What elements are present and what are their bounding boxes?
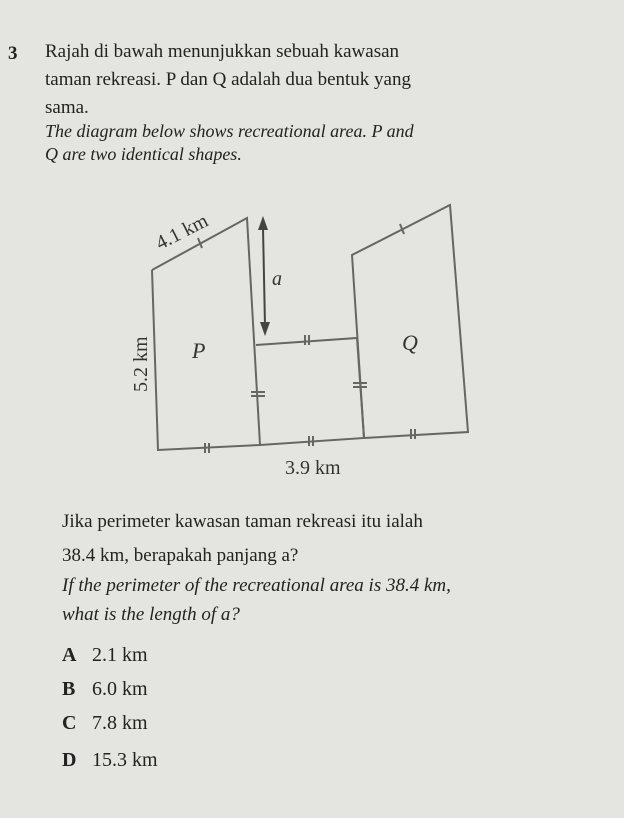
option-c[interactable] <box>62 711 148 735</box>
option-d[interactable] <box>62 748 158 772</box>
option-b[interactable] <box>62 677 148 701</box>
height-label: 5.2 km <box>130 336 152 392</box>
base-label: 3.9 km <box>285 457 341 479</box>
question-malay-line: taman rekreasi. P dan Q adalah dua bentuk yang <box>45 69 411 90</box>
option-a[interactable] <box>62 643 148 667</box>
question-malay-line: Rajah di bawah menunjukkan sebuah kawasan <box>45 41 400 62</box>
option-text: 15.3 km <box>92 749 158 771</box>
option-text: 7.8 km <box>92 712 148 734</box>
question-english-line: Q are two identical shapes. <box>45 144 242 164</box>
option-letter: C <box>62 712 77 734</box>
arrow-head-down <box>260 322 270 336</box>
arrow-a <box>263 228 265 326</box>
shape-q-label: Q <box>402 330 418 355</box>
option-letter: D <box>62 749 77 771</box>
shape-p-label: P <box>192 338 206 363</box>
option-text: 2.1 km <box>92 644 148 666</box>
shape-p-outline <box>152 218 260 450</box>
option-text: 6.0 km <box>92 678 148 700</box>
arrow-head-up <box>258 216 268 230</box>
prompt-english-line: If the perimeter of the recreational area is 38.4 km, <box>62 575 451 596</box>
slant-label: 4.1 km <box>152 209 212 255</box>
question-malay-line: sama. <box>45 97 89 118</box>
shape-q-outline <box>352 205 468 438</box>
prompt-malay-line: 38.4 km, berapakah panjang a? <box>62 545 299 566</box>
prompt-english-line: what is the length of a? <box>62 604 240 625</box>
prompt-malay-line: Jika perimeter kawasan taman rekreasi itu ialah <box>62 511 423 532</box>
unknown-a-label: a <box>272 268 282 290</box>
option-letter: B <box>62 678 76 700</box>
square-outline <box>256 338 364 445</box>
option-letter: A <box>62 644 77 666</box>
question-english-line: The diagram below shows recreational area. P and <box>45 121 414 141</box>
question-number: 3 <box>8 43 18 64</box>
